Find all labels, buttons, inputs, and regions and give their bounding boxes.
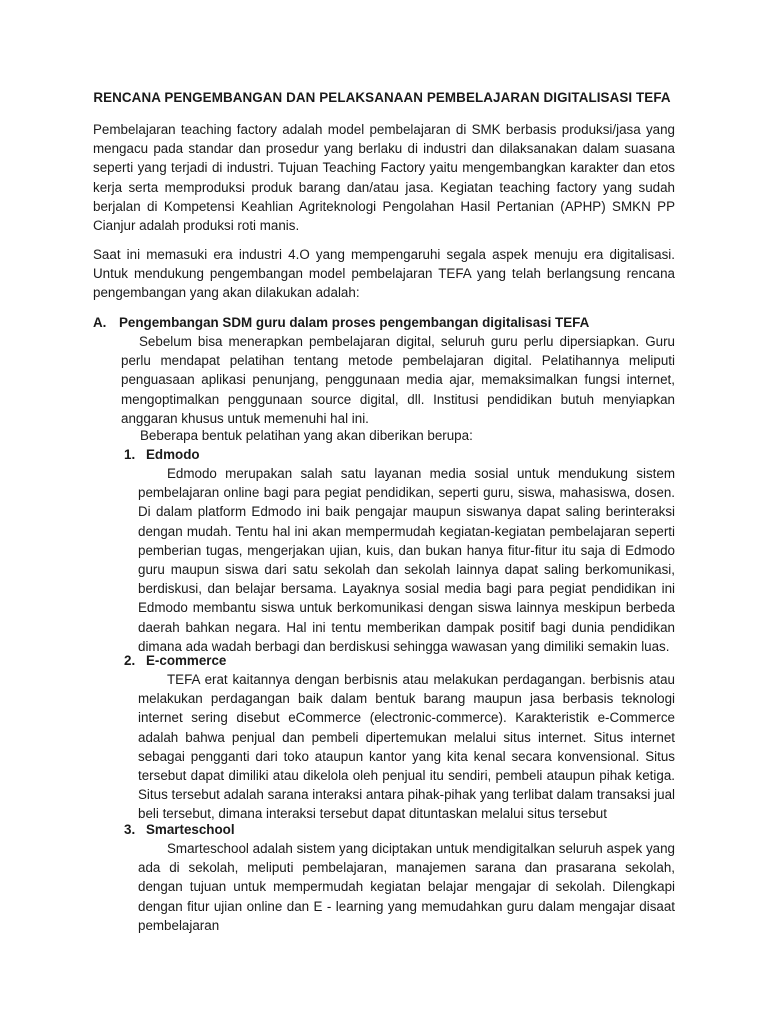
- list-item-text: Edmodo merupakan salah satu layanan media sosial untuk mendukung sistem pembelajaran online bagi para pegiat pendidikan, seperti guru, siswa, mahasiswa, dosen. Di dalam platform Edmodo ini baik pengajar maupun siswanya dapat saling berinteraksi dengan mudah. Tentu hal ini akan mempermudah kegiatan-kegiatan pembelajaran seperti pemberian tugas, mengerjakan ujian, kuis, dan bukan hanya fitur-fitur itu saja di Edmodo guru maupun siswa dari satu sekolah dan sekolah lainnya dapat saling berkomunikasi, berdiskusi, dan belajar bersama. Layaknya sosial media bagi para pegiat pendidikan ini Edmodo membantu siswa untuk berkomunikasi dengan siswa lainnya meskipun berbeda daerah bahkan negara. Hal ini tentu memberikan dampak positif bagi dunia pendidikan dimana ada wadah berbagi dan berdiskusi sehingga wawasan yang dimiliki semakin luas.: [138, 466, 675, 654]
- industry-paragraph: Saat ini memasuki era industri 4.O yang mempengaruhi segala aspek menuju era digitalisasi. Untuk mendukung pengembangan model pembelajaran TEFA yang telah berlangsung rencana pengembangan yang akan dilakukan adalah:: [93, 247, 675, 301]
- list-item-title: E-commerce: [146, 653, 227, 668]
- list-item-text: TEFA erat kaitannya dengan berbisnis atau melakukan perdagangan. berbisnis atau melakukan perdagangan baik dalam bentuk barang maupun jasa berbasis teknologi internet sering disebut eCommerce (electronic-commerce). Karakteristik e-Commerce adalah bahwa penjual dan pembeli dipertemukan melalui situs internet. Situs internet sebagai pengganti dari toko ataupun kantor yang kita kenal secara konvensional. Situs tersebut dapat dimiliki atau dikelola oleh penjual itu sendiri, pembeli ataupun pihak ketiga. Situs tersebut adalah sarana interaksi antara pihak-pihak yang terlibat dalam transaksi jual beli tersebut, dimana interaksi tersebut dapat dituntaskan melalui situs tersebut: [138, 672, 675, 822]
- list-item-title: Edmodo: [146, 447, 200, 462]
- section-a-label: A.: [93, 315, 107, 330]
- intro-paragraph: Pembelajaran teaching factory adalah model pembelajaran di SMK berbasis produksi/jasa yang mengacu pada standar dan prosedur yang berlaku di industri dan dilaksanakan dalam suasana seperti yang terjadi di industri. Tujuan Teaching Factory yaitu mengembangkan karakter dan etos kerja serta memproduksi produk barang dan/atau jasa. Kegiatan teaching factory yang sudah berjalan di Kompetensi Keahlian Agriteknologi Pengolahan Hasil Pertanian (APHP) SMKN PP Cianjur adalah produksi roti manis.: [93, 122, 675, 234]
- list-item-number: 3.: [124, 822, 136, 837]
- list-item-number: 1.: [124, 447, 136, 462]
- list-item-heading: [124, 651, 675, 670]
- section-a-title: Pengembangan SDM guru dalam proses pengembangan digitalisasi TEFA: [119, 315, 590, 330]
- section-a-intro: Beberapa bentuk pelatihan yang akan diberikan berupa:: [140, 428, 473, 443]
- list-item-heading: [124, 820, 675, 839]
- list-item-number: 2.: [124, 653, 136, 668]
- section-a-heading: [93, 313, 675, 332]
- list-item-title: Smarteschool: [146, 822, 235, 837]
- list-item-heading: [124, 445, 675, 464]
- document-title: RENCANA PENGEMBANGAN DAN PELAKSANAAN PEMBELAJARAN DIGITALISASI TEFA: [93, 90, 671, 105]
- section-a-paragraph: Sebelum bisa menerapkan pembelajaran digital, seluruh guru perlu dipersiapkan. Guru perlu mendapat pelatihan tentang metode pembelajaran digital. Pelatihannya meliputi penguasaan aplikasi penunjang, penggunaan media ajar, memaksimalkan fungsi internet, mengoptimalkan penggunaan source digital, dll. Institusi pendidikan butuh menyiapkan anggaran khusus untuk memenuhi hal ini.: [121, 334, 675, 426]
- list-item-text: Smarteschool adalah sistem yang diciptakan untuk mendigitalkan seluruh aspek yang ada di sekolah, meliputi pembelajaran, manajemen sarana dan prasarana sekolah, dengan tujuan untuk mempermudah kegiatan belajar mengajar di sekolah. Dilengkapi dengan fitur ujian online dan E - learning yang memudahkan guru dalam mengajar disaat pembelajaran: [138, 841, 675, 933]
